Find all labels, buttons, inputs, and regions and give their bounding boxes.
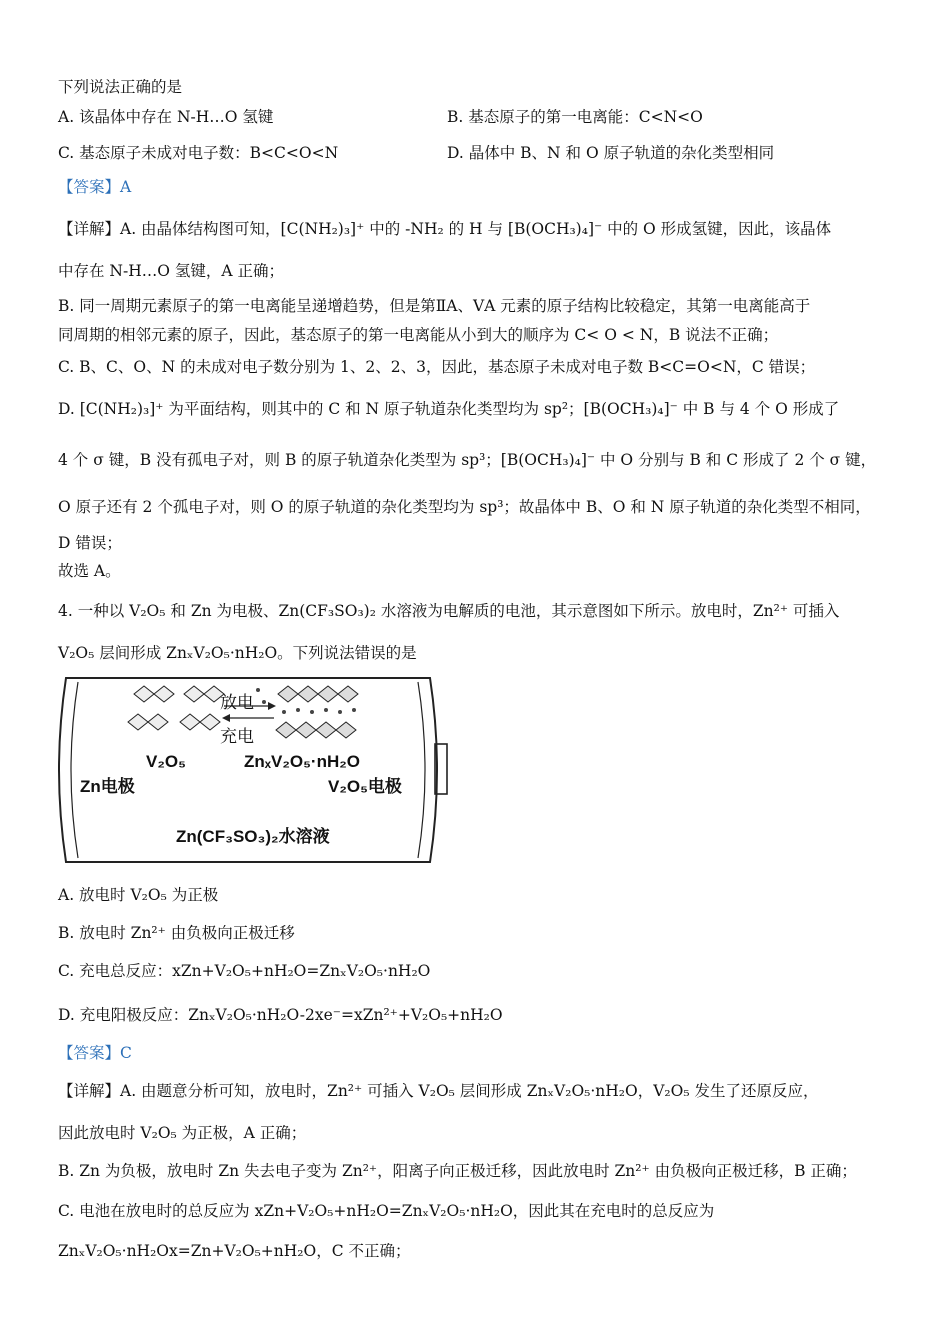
- q3-detail-line: D 错误；: [58, 534, 122, 552]
- battery-diagram: [58, 672, 458, 868]
- q4-detail-line: C. 电池在放电时的总反应为 xZn+V₂O₅+nH₂O=ZnₓV₂O₅·nH₂O，因此其在充电时的总反应为: [58, 1202, 715, 1220]
- q4-detail-line: ZnₓV₂O₅·nH₂Ox=Zn+V₂O₅+nH₂O，C 不正确；: [58, 1242, 411, 1260]
- q3-answer: [58, 176, 131, 198]
- q4-answer: [58, 1042, 132, 1064]
- q3-option-b: B. 基态原子的第一电离能：C<N<O: [447, 108, 703, 126]
- q4-detail-line: 因此放电时 V₂O₅ 为正极，A 正确；: [58, 1124, 307, 1142]
- product-label: ZnₓV₂O₅·nH₂O: [244, 752, 361, 771]
- zn-electrode-label: Zn电极: [80, 777, 135, 796]
- q3-detail-line: D. [C(NH₂)₃]⁺ 为平面结构，则其中的 C 和 N 原子轨道杂化类型均为 sp²；[B(OCH₃)₄]⁻ 中 B 与 4 个 O 形成了: [58, 400, 840, 418]
- electrolyte-label: Zn(CF₃SO₃)₂水溶液: [176, 827, 330, 846]
- q3-detail-line: C. B、C、O、N 的未成对电子数分别为 1、2、2、3，因此，基态原子未成对电子数 B<C=O<N，C 错误；: [58, 358, 816, 376]
- q4-option-d: D. 充电阳极反应：ZnₓV₂O₅·nH₂O-2xe⁻=xZn²⁺+V₂O₅+nH₂O: [58, 1006, 503, 1024]
- q3-option-c: C. 基态原子未成对电子数：B<C<O<N: [58, 144, 339, 162]
- q4-stem-line1: 4. 一种以 V₂O₅ 和 Zn 为电极、Zn(CF₃SO₃)₂ 水溶液为电解质的电池，其示意图如下所示。放电时，Zn²⁺ 可插入: [58, 602, 840, 620]
- q3-option-a: A. 该晶体中存在 N-H…O 氢键: [58, 108, 274, 126]
- q3-answer-text: 【答案】A: [58, 178, 132, 196]
- discharge-label: 放电: [220, 693, 254, 712]
- q3-detail-line: 中存在 N-H…O 氢键，A 正确；: [58, 262, 284, 280]
- v2o5-layers-icon: [128, 686, 224, 730]
- q3-detail-line: 同周期的相邻元素的原子，因此，基态原子的第一电离能从小到大的顺序为 C< O < N，B 说法不正确；: [58, 326, 779, 344]
- q4-detail-line: B. Zn 为负极，放电时 Zn 失去电子变为 Zn²⁺，阳离子向正极迁移，因此放电时 Zn²⁺ 由负极向正极迁移，B 正确；: [58, 1162, 857, 1180]
- q3-detail-line: 故选 A。: [58, 562, 121, 580]
- v2o5-label: V₂O₅: [146, 752, 186, 771]
- charge-arrowhead-icon: [222, 714, 230, 722]
- q3-detail-line: O 原子还有 2 个孤电子对，则 O 的原子轨道的杂化类型均为 sp³；故晶体中 B、O 和 N 原子轨道的杂化类型不相同，: [58, 498, 871, 516]
- q3-detail-line: 4 个 σ 键，B 没有孤电子对，则 B 的原子轨道杂化类型为 sp³；[B(OCH₃)₄]⁻ 中 O 分别与 B 和 C 形成了 2 个 σ 键，: [58, 451, 877, 469]
- q3-option-d: D. 晶体中 B、N 和 O 原子轨道的杂化类型相同: [447, 144, 775, 162]
- discharge-arrowhead-icon: [268, 702, 276, 710]
- q3-stem: 下列说法正确的是: [58, 78, 183, 96]
- product-layers-icon: [276, 686, 358, 738]
- q4-stem-line2: V₂O₅ 层间形成 ZnₓV₂O₅·nH₂O。下列说法错误的是: [58, 644, 417, 662]
- q4-option-b: B. 放电时 Zn²⁺ 由负极向正极迁移: [58, 924, 295, 942]
- v2o5-electrode-label: V₂O₅电极: [328, 777, 402, 796]
- q4-answer-text: 【答案】C: [58, 1044, 132, 1062]
- charge-label: 充电: [220, 727, 254, 746]
- q3-detail-line: B. 同一周期元素原子的第一电离能呈递增趋势，但是第ⅡA、ⅤA 元素的原子结构比较稳定，其第一电离能高于: [58, 297, 811, 315]
- q4-detail-line: 【详解】A. 由题意分析可知，放电时，Zn²⁺ 可插入 V₂O₅ 层间形成 ZnₓV₂O₅·nH₂O，V₂O₅ 发生了还原反应，: [58, 1082, 819, 1100]
- q3-detail-line: 【详解】A. 由晶体结构图可知，[C(NH₂)₃]⁺ 中的 -NH₂ 的 H 与 [B(OCH₃)₄]⁻ 中的 O 形成氢键，因此，该晶体: [58, 220, 832, 238]
- battery-right-edge: [418, 682, 425, 858]
- q4-option-c: C. 充电总反应：xZn+V₂O₅+nH₂O=ZnₓV₂O₅·nH₂O: [58, 962, 431, 980]
- q4-option-a: A. 放电时 V₂O₅ 为正极: [58, 886, 219, 904]
- battery-left-edge: [71, 682, 78, 858]
